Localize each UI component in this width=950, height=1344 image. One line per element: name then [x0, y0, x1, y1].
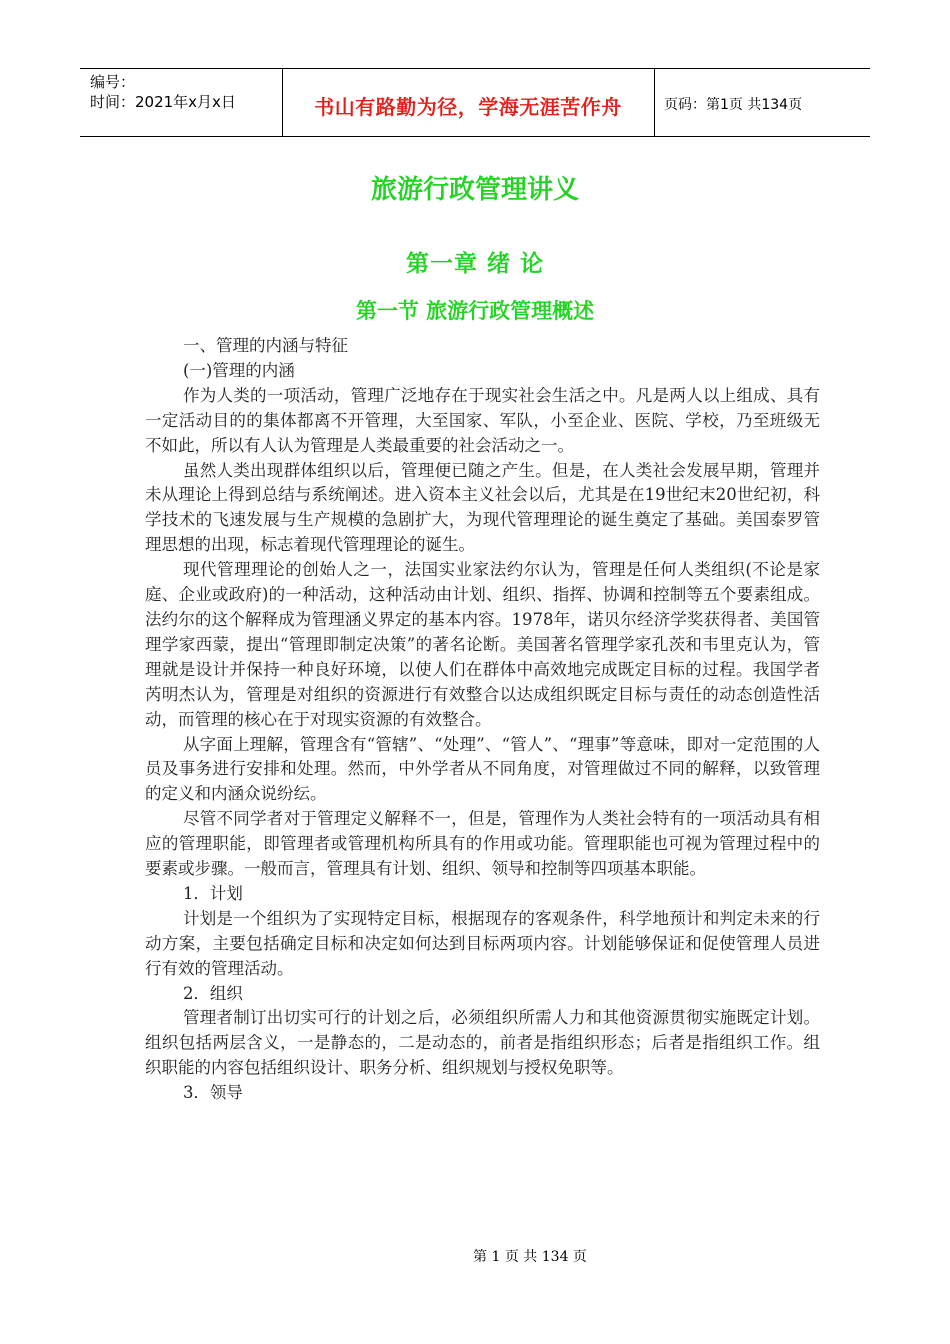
header-bottom-rule	[80, 136, 870, 137]
heading-level-2: (一)管理的内涵	[182, 360, 295, 380]
paragraph: 管理者制订出切实可行的计划之后，必须组织所需人力和其他资源贯彻实施既定计划。组织包括两层含义，一是静态的，二是动态的，前者是指组织形态；后者是指组织工作。组织职能的内容包括组织设计、职务分析、组织规划与授权免职等。	[145, 1008, 820, 1078]
section-title: 第一节 旅游行政管理概述	[355, 299, 595, 323]
paragraph: 尽管不同学者对于管理定义解释不一，但是，管理作为人类社会特有的一项活动具有相应的管理职能，即管理者或管理机构所具有的作用或功能。管理职能也可视为管理过程中的要素或步骤。一般而言，管理具有计划、组织、领导和控制等四项基本职能。	[145, 809, 820, 879]
list-heading: 2．组织	[182, 983, 243, 1003]
header-meta	[90, 72, 236, 112]
chapter-title: 第一章 绪 论	[405, 251, 544, 277]
page-footer: 第 1 页 共 134 页	[473, 1249, 587, 1265]
list-heading: 3．领导	[182, 1083, 243, 1103]
header-motto: 书山有路勤为径，学海无涯苦作舟	[314, 95, 622, 119]
header-page-info: 页码：第1页 共134页	[664, 97, 803, 113]
heading-level-1: 一、管理的内涵与特征	[182, 336, 348, 355]
header-divider-right	[654, 68, 655, 136]
paragraph: 现代管理理论的创始人之一，法国实业家法约尔认为，管理是任何人类组织(不论是家庭、企业或政府)的一种活动，这种活动由计划、组织、指挥、协调和控制等五个要素组成。法约尔的这个解释成为管理涵义界定的基本内容。1978年，诺贝尔经济学奖获得者、美国管理学家西蒙，提出“管理即制定决策”的著名论断。美国著名管理学家孔茨和韦里克认为，管理就是设计并保持一种良好环境，以使人们在群体中高效地完成既定目标的过程。我国学者芮明杰认为，管理是对组织的资源进行有效整合以达成组织既定目标与责任的动态创造性活动，而管理的核心在于对现实资源的有效整合。	[145, 560, 820, 729]
document-time-label: 时间：2021年x月x日	[90, 93, 236, 111]
paragraph: 虽然人类出现群体组织以后，管理便已随之产生。但是，在人类社会发展早期，管理并未从理论上得到总结与系统阐述。进入资本主义社会以后，尤其是在19世纪末20世纪初，科学技术的飞速发展与生产规模的急剧扩大，为现代管理理论的诞生奠定了基础。美国泰罗管理思想的出现，标志着现代管理理论的诞生。	[145, 460, 820, 555]
list-heading: 1．计划	[182, 883, 243, 903]
document-body	[145, 334, 820, 1106]
document-number-label: 编号：	[90, 73, 136, 91]
header-top-rule	[80, 68, 870, 69]
paragraph: 从字面上理解，管理含有“管辖”、“处理”、“管人”、“理事”等意味，即对一定范围的人员及事务进行安排和处理。然而，中外学者从不同角度，对管理做过不同的解释，以致管理的定义和内涵众说纷纭。	[145, 734, 820, 804]
paragraph: 计划是一个组织为了实现特定目标，根据现存的客观条件，科学地预计和判定未来的行动方案，主要包括确定目标和决定如何达到目标两项内容。计划能够保证和促使管理人员进行有效的管理活动。	[145, 908, 820, 978]
document-title: 旅游行政管理讲义	[370, 175, 579, 205]
paragraph: 作为人类的一项活动，管理广泛地存在于现实社会生活之中。凡是两人以上组成、具有一定活动目的的集体都离不开管理，大至国家、军队，小至企业、医院、学校，乃至班级无不如此，所以有人认为管理是人类最重要的社会活动之一。	[145, 385, 820, 455]
